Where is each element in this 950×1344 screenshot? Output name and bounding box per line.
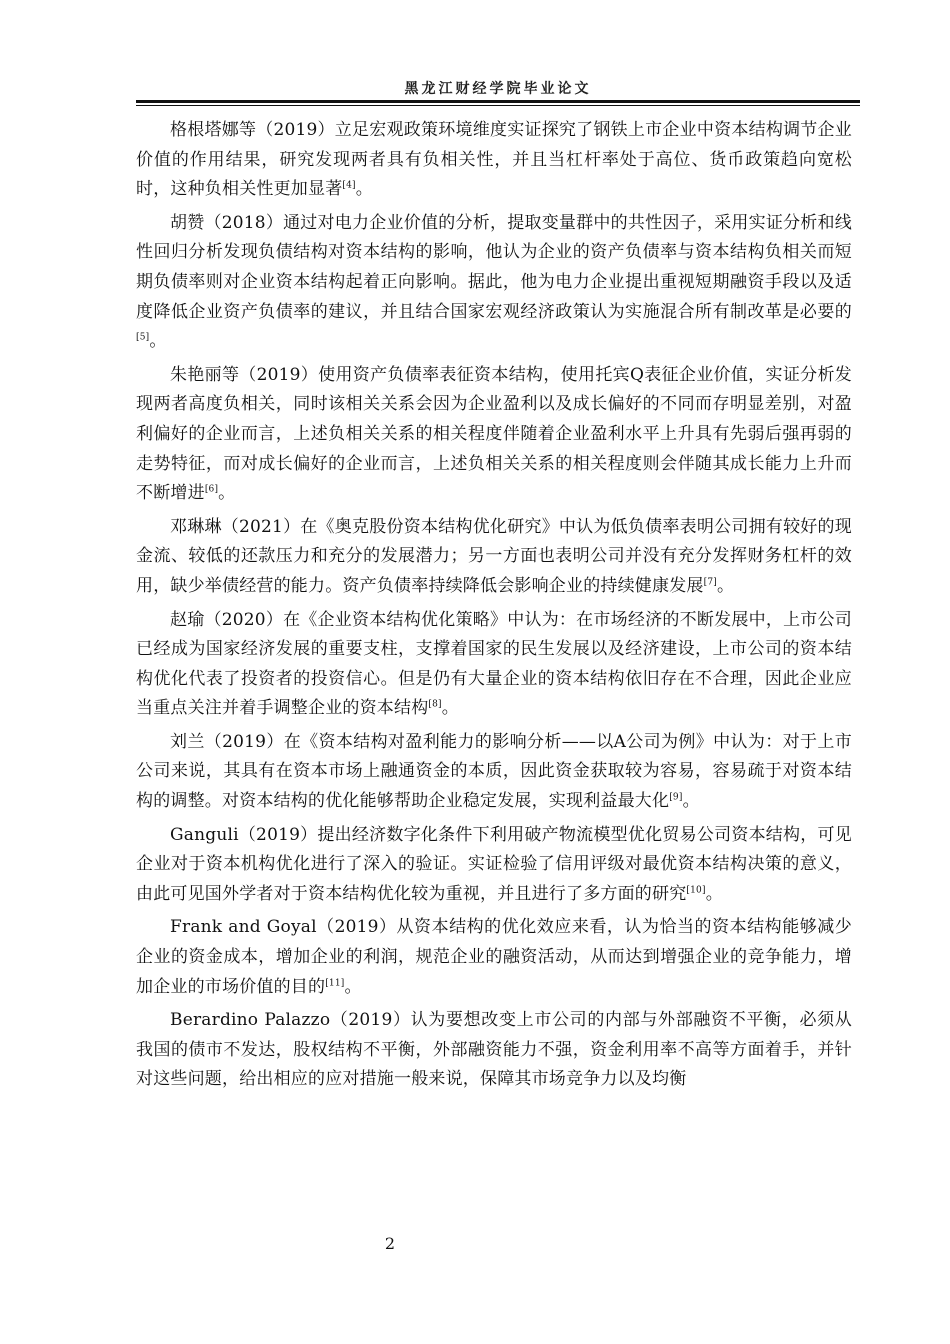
header-rule-thick [136,100,860,103]
paragraph: Frank and Goyal（2019）从资本结构的优化效应来看，认为恰当的资本结构能够减少企业的资金成本，增加企业的利润，规范企业的融资活动，从而达到增强企业的竞争能力，增加企业的市场价值的目的[11]。 [136,917,852,997]
citation: [4] [342,180,356,191]
header-title: 黑龙江财经学院毕业论文 [404,81,592,97]
paragraph: 朱艳丽等（2019）使用资产负债率表征资本结构，使用托宾Q表征企业价值，实证分析发现两者高度负相关，同时该相关关系会因为企业盈利以及成长偏好的不同而存明显差别，对盈利偏好的企业而言，上述负相关关系的相关程度伴随着企业盈利水平上升具有先弱后强再弱的走势特征，而对成长偏好的企业而言，上述负相关关系的相关程度则会伴随其成长能力上升而不断增进[6]。 [136,364,852,504]
citation: [10] [686,885,706,896]
paragraph: 邓琳琳（2021）在《奥克股份资本结构优化研究》中认为低负债率表明公司拥有较好的现金流、较低的还款压力和充分的发展潜力；另一方面也表明公司并没有充分发挥财务杠杆的效用，缺少举债经营的能力。资产负债率持续降低会影响企业的持续健康发展[7]。 [136,516,852,596]
citation: [5] [136,332,150,343]
citation: [11] [325,977,345,988]
citation: [9] [669,792,683,803]
body-text [136,116,852,1099]
citation: [6] [204,484,219,495]
paragraph: Berardino Palazzo（2019）认为要想改变上市公司的内部与外部融资不平衡，必须从我国的债市不发达，股权结构不平衡，外部融资能力不强，资金利用率不高等方面着手，并针对这些问题，给出相应的应对措施一般来说，保障其市场竞争力以及均衡 [136,1010,852,1090]
header-rule-thin [136,105,860,106]
citation: [8] [428,699,442,710]
paragraph: 胡赞（2018）通过对电力企业价值的分析，提取变量群中的共性因子，采用实证分析和线性回归分析发现负债结构对资本结构的影响，他认为企业的资产负债率与资本结构负相关而短期负债率则对企业资本结构起着正向影响。据此，他为电力企业提出重视短期融资手段以及适度降低企业资产负债率的建议，并且结合国家宏观经济政策认为实施混合所有制改革是必要的[5]。 [136,212,852,352]
paragraph: 刘兰（2019）在《资本结构对盈利能力的影响分析——以A公司为例》中认为：对于上市公司来说，其具有在资本市场上融通资金的本质，因此资金获取较为容易，容易疏于对资本结构的调整。对资本结构的优化能够帮助企业稳定发展，实现利益最大化[9]。 [136,731,852,812]
page-number: 2 [384,1234,396,1253]
paragraph: Ganguli（2019）提出经济数字化条件下利用破产物流模型优化贸易公司资本结构，可见企业对于资本机构优化进行了深入的验证。实证检验了信用评级对最优资本结构决策的意义，由此可见国外学者对于资本结构优化较为重视，并且进行了多方面的研究[10]。 [136,824,852,904]
citation: [7] [703,577,717,588]
paragraph: 赵瑜（2020）在《企业资本结构优化策略》中认为：在市场经济的不断发展中，上市公司已经成为国家经济发展的重要支柱，支撑着国家的民生发展以及经济建设，上市公司的资本结构优化代表了投资者的投资信心。但是仍有大量企业的资本结构依旧存在不合理，因此企业应当重点关注并着手调整企业的资本结构[8]。 [136,609,852,719]
paragraph: 格根塔娜等（2019）立足宏观政策环境维度实证探究了钢铁上市企业中资本结构调节企业价值的作用结果，研究发现两者具有负相关性，并且当杠杆率处于高位、货币政策趋向宽松时，这种负相关性更加显著[4]。 [136,120,852,200]
